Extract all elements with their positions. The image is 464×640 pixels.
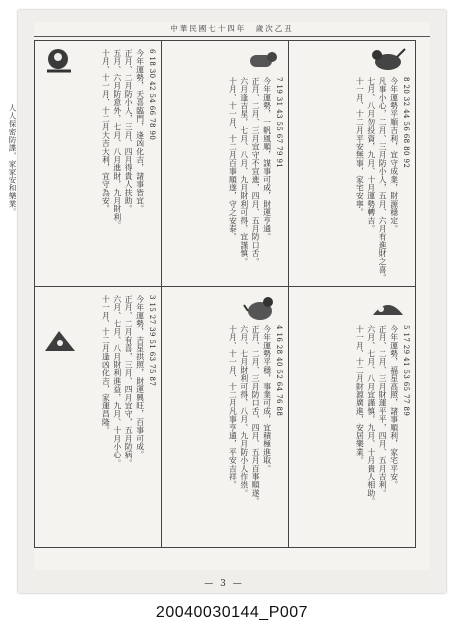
fortune-cell-1 [293, 45, 411, 283]
fortune-cell-3 [39, 45, 157, 283]
content-frame [34, 40, 416, 548]
page-number: — 3 — [204, 579, 244, 589]
animal-illustration-icon [242, 293, 280, 323]
animal-illustration-icon [41, 327, 79, 357]
fortune-text-2: 7 19 31 43 55 67 79 91 今年運勢，一帆風順，謀事可成，財運亨通。 正月、二月、三月宜守不宜進，四月、五月防口舌。 六月逢吉星，七月、八月、九月財利可得，宜謹慎。 十月、十一月、十二月百事順遂，守之安泰。 [228, 77, 283, 266]
fortune-cell-6 [39, 291, 157, 543]
animal-illustration-icon [41, 45, 79, 75]
fortune-text-6: 3 15 27 39 51 63 75 87 今年運勢，吉星拱照，財運興旺，百事可成。 正月、二月有喜，三月、四月宜守，五月防病。 六月、七月、八月財利進益，九月、十月小心。 十一月、十二月逢凶化吉，家運昌隆。 [101, 295, 156, 468]
fortune-text-5: 4 16 28 40 52 64 76 88 今年運勢平穩，事業可成，宜積極進取。 正月、二月、三月防口舌，四月、五月百事順遂。 六月、七月財利可得，八月、九月防小人作祟。 十月、十一月、十二月凡事亨通，平安吉祥。 [228, 325, 283, 506]
animal-illustration-icon [369, 293, 407, 323]
fortune-text-1: 8 20 32 44 56 68 80 92 今年運勢平順吉利，宜守成業，財源穩定。 凡事小心，二月、三月防小人，五月、六月有進財之喜。 七月、八月勿投資，九月、十月運勢轉吉。 十一月、十二月平安無事，家宅安寧。 [355, 77, 410, 282]
fortune-cell-5 [166, 291, 284, 543]
animal-illustration-icon [369, 45, 407, 75]
fortune-cell-4 [293, 291, 411, 543]
fortune-cell-2 [166, 45, 284, 283]
animal-illustration-icon [242, 45, 280, 75]
almanac-page [34, 22, 430, 589]
side-slogan: 人人保密防諜，家家安和樂業。 [8, 104, 17, 216]
fortune-text-4: 5 17 29 41 53 65 77 89 今年運勢，福星高照，諸事順利，家宅平安。 正月、二月、三月財運平平，四月、五月吉利。 六月、七月、八月宜謹慎，九月、十月貴人相助。 十一月、十二月財源廣進，安居樂業。 [355, 325, 410, 506]
page-header: 中華民國七十四年 歲次乙丑 [34, 22, 430, 37]
age-list: 8 20 32 44 56 68 80 92 [402, 77, 410, 169]
fortune-text-3: 6 18 30 42 54 66 78 90 今年運勢，天喜臨門，逢凶化吉，諸事皆宜。 正月、二月防小人，三月、四月得貴人扶助。 五月、六月防意外，七月、八月進財，九月財利。 十月、十一月、十二月大吉大利，宜守為安。 [101, 49, 156, 230]
archive-id-caption: 20040030144_P007 [155, 604, 309, 621]
